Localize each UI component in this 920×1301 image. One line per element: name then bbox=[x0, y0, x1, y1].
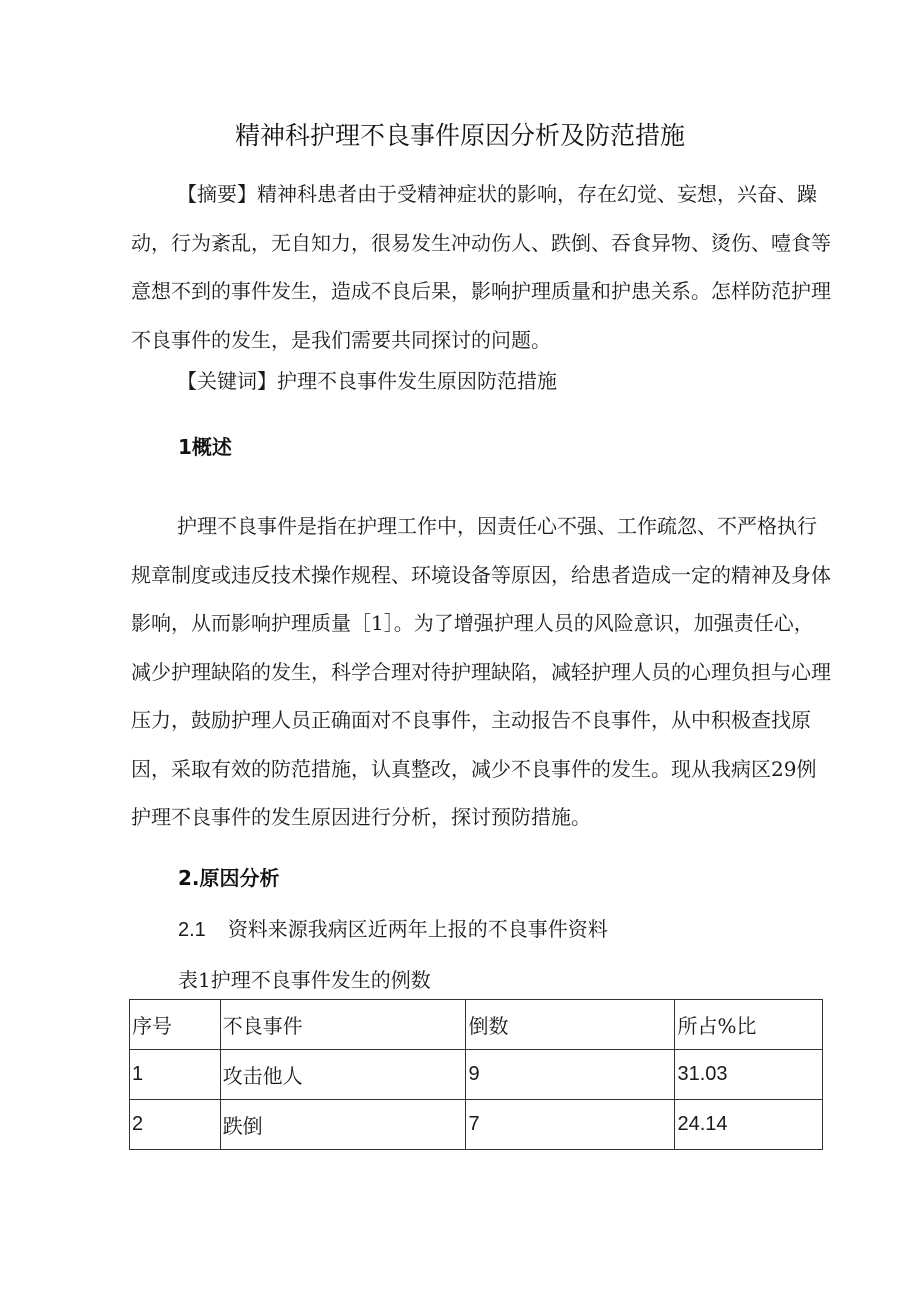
section-1-body: 护理不良事件是指在护理工作中，因责任心不强、工作疏忽、不严格执行规章制度或违反技术操作规程、环境设备等原因，给患者造成一定的精神及身体影响，从而影响护理质量［1］。为了增强护理人员的风险意识，加强责任心，减少护理缺陷的发生，科学合理对待护理缺陷，减轻护理人员的心理负担与心理压力，鼓励护理人员正确面对不良事件，主动报告不良事件，从中积极查找原因，采取有效的防范措施，认真整改，减少不良事件的发生。现从我病区29例护理不良事件的发生原因进行分析，探讨预防措施。 bbox=[131, 514, 831, 829]
table-cell: 24.14 bbox=[675, 1100, 823, 1150]
table-row bbox=[130, 1100, 823, 1150]
page-title: 精神科护理不良事件原因分析及防范措施 bbox=[234, 121, 685, 150]
section-2-heading: 2.原因分析 bbox=[178, 866, 280, 890]
table-row bbox=[130, 1050, 823, 1100]
abstract-paragraph: 【摘要】精神科患者由于受精神症状的影响，存在幻觉、妄想，兴奋、躁动，行为紊乱，无自知力，很易发生冲动伤人、跌倒、吞食异物、烫伤、噎食等意想不到的事件发生，造成不良后果，影响护理质量和护患关系。怎样防范护理不良事件的发生，是我们需要共同探讨的问题。 bbox=[131, 182, 831, 352]
table-cell: 9 bbox=[466, 1050, 675, 1100]
table-cell: 2 bbox=[130, 1100, 221, 1150]
keywords-paragraph: 【关键词】护理不良事件发生原因防范措施 bbox=[177, 369, 557, 393]
subsection-2-1 bbox=[178, 913, 608, 942]
table-cell: 7 bbox=[466, 1100, 675, 1150]
incident-table bbox=[129, 999, 823, 1150]
table-header-row bbox=[130, 1000, 823, 1050]
header-cell: 不良事件 bbox=[220, 1000, 466, 1050]
table-cell: 1 bbox=[130, 1050, 221, 1100]
subsection-number: 2.1 bbox=[178, 919, 206, 941]
header-cell: 所占%比 bbox=[675, 1000, 823, 1050]
header-cell: 序号 bbox=[130, 1000, 221, 1050]
table-cell: 攻击他人 bbox=[220, 1050, 466, 1100]
table-cell: 31.03 bbox=[675, 1050, 823, 1100]
table-cell: 跌倒 bbox=[220, 1100, 466, 1150]
subsection-text: 资料来源我病区近两年上报的不良事件资料 bbox=[227, 917, 608, 941]
section-1-heading: 1概述 bbox=[178, 435, 232, 459]
header-cell: 倒数 bbox=[466, 1000, 675, 1050]
table-caption: 表1护理不良事件发生的例数 bbox=[178, 968, 431, 992]
